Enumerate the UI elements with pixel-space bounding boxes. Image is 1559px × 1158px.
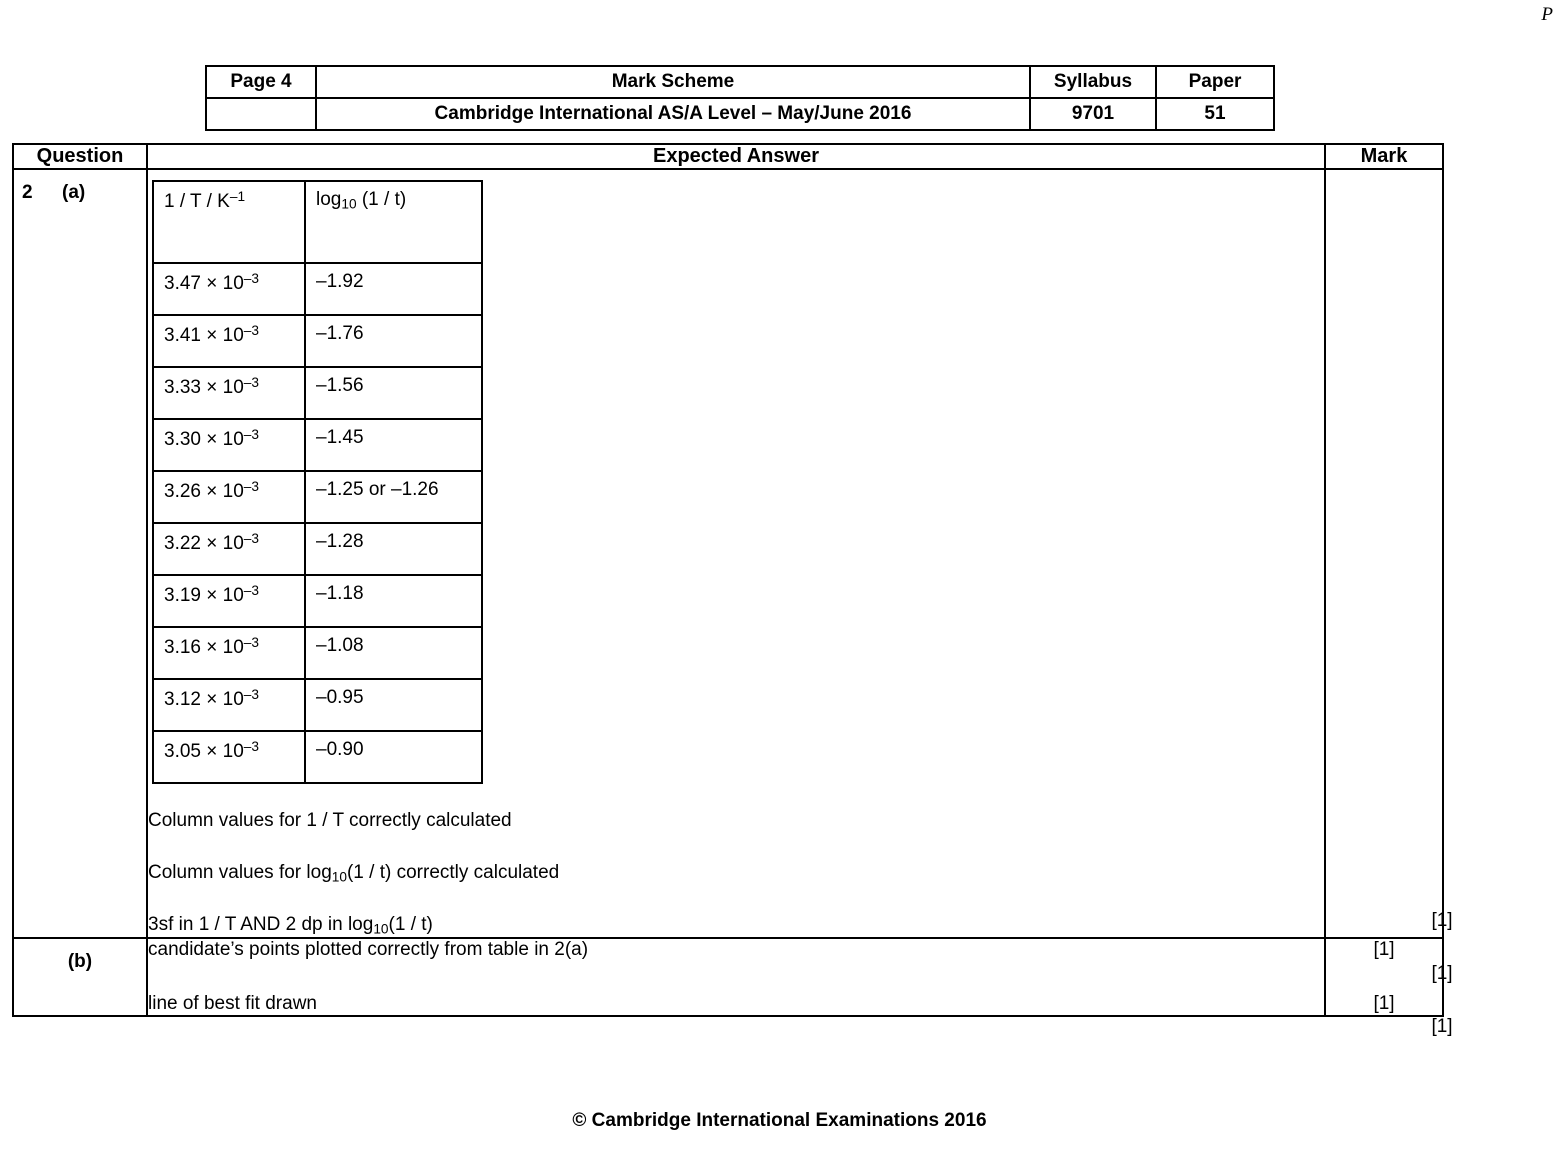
data-col1-header bbox=[153, 181, 305, 263]
b-note-line-2: line of best fit drawn bbox=[148, 992, 317, 1014]
cell-inv-t-value: 3.12 × 10 bbox=[164, 689, 244, 711]
note-line-2-sub: 10 bbox=[331, 869, 347, 885]
cell-inv-t bbox=[153, 523, 305, 575]
cell-log: –0.90 bbox=[305, 731, 482, 783]
cell-inv-t bbox=[153, 367, 305, 419]
data-table-row bbox=[153, 367, 482, 419]
cell-log: –1.92 bbox=[305, 263, 482, 315]
mark-scheme-table bbox=[12, 143, 1453, 1037]
cell-inv-t bbox=[153, 627, 305, 679]
results-data-table bbox=[152, 180, 483, 784]
cell-inv-t-exp: –3 bbox=[243, 583, 259, 598]
cell-log: –1.28 bbox=[305, 523, 482, 575]
cell-inv-t-exp: –3 bbox=[243, 531, 259, 546]
data-table-row bbox=[153, 419, 482, 471]
header-page-label: Page 4 bbox=[206, 66, 316, 98]
data-table-row bbox=[153, 731, 482, 783]
cell-inv-t-exp: –3 bbox=[243, 479, 259, 494]
note-line-3-after: (1 / t) bbox=[388, 914, 433, 936]
header-syllabus-label: Syllabus bbox=[1030, 66, 1156, 98]
data-table-row bbox=[153, 315, 482, 367]
b-note-line-1: candidate’s points plotted correctly from table in 2(a) bbox=[148, 938, 589, 960]
question-label-2b bbox=[13, 938, 147, 1016]
cell-inv-t-value: 3.33 × 10 bbox=[164, 377, 244, 399]
cell-inv-t-exp: –3 bbox=[243, 271, 259, 286]
question-part-b: (b) bbox=[67, 950, 93, 972]
cell-inv-t-value: 3.16 × 10 bbox=[164, 637, 244, 659]
question-part-a: (a) bbox=[62, 182, 86, 203]
data-table-row bbox=[153, 471, 482, 523]
cell-log: –1.18 bbox=[305, 575, 482, 627]
page-footer: © Cambridge International Examinations 2016 bbox=[572, 1110, 987, 1131]
cell-inv-t bbox=[153, 471, 305, 523]
table-row bbox=[13, 938, 1443, 1016]
data-col2-header-suffix: (1 / t) bbox=[356, 189, 407, 210]
cell-inv-t-exp: –3 bbox=[243, 739, 259, 754]
header-paper-value: 51 bbox=[1156, 98, 1274, 130]
header-row-2 bbox=[206, 98, 1274, 130]
data-col1-header-sup: –1 bbox=[229, 189, 246, 204]
cell-inv-t-value: 3.30 × 10 bbox=[164, 429, 244, 451]
note-line-2-after: (1 / t) correctly calculated bbox=[346, 862, 560, 883]
cell-log: –1.76 bbox=[305, 315, 482, 367]
mark-value: [1] bbox=[1373, 938, 1395, 960]
cell-inv-t-exp: –3 bbox=[243, 635, 259, 650]
marking-notes-2a bbox=[148, 810, 1324, 937]
data-col2-header-sub: 10 bbox=[341, 196, 357, 212]
table-row bbox=[13, 169, 1443, 938]
column-header-mark: Mark bbox=[1325, 144, 1443, 169]
cell-inv-t bbox=[153, 575, 305, 627]
cell-inv-t-exp: –3 bbox=[243, 323, 259, 338]
header-row-1 bbox=[206, 66, 1274, 98]
header-exam-line: Cambridge International AS/A Level – May/June 2016 bbox=[316, 98, 1030, 130]
data-col2-header bbox=[305, 181, 482, 263]
data-table-row bbox=[153, 263, 482, 315]
mark-value: [1] bbox=[1431, 1016, 1453, 1037]
answer-cell-2b bbox=[147, 938, 1325, 1016]
cell-log: –1.25 or –1.26 bbox=[305, 471, 482, 523]
cell-inv-t bbox=[153, 419, 305, 471]
mark-value: [1] bbox=[1431, 910, 1453, 931]
cell-inv-t-value: 3.22 × 10 bbox=[164, 533, 244, 555]
note-line-2 bbox=[148, 862, 1324, 884]
corner-mark: P bbox=[1541, 4, 1553, 25]
cell-inv-t-value: 3.26 × 10 bbox=[164, 481, 244, 503]
data-table-row bbox=[153, 627, 482, 679]
note-line-3-sub: 10 bbox=[373, 921, 389, 937]
mark-cell-2a bbox=[1325, 169, 1453, 1037]
cell-inv-t bbox=[153, 315, 305, 367]
cell-inv-t-value: 3.19 × 10 bbox=[164, 585, 244, 607]
cell-log: –1.08 bbox=[305, 627, 482, 679]
data-table-header-row bbox=[153, 181, 482, 263]
header-doc-title: Mark Scheme bbox=[316, 66, 1030, 98]
data-table-row bbox=[153, 679, 482, 731]
cell-log: –1.56 bbox=[305, 367, 482, 419]
note-line-3-before: 3sf in 1 / T AND 2 dp in log bbox=[148, 914, 374, 936]
table-header-row bbox=[13, 144, 1443, 169]
header-table bbox=[205, 65, 1275, 131]
data-table-row bbox=[153, 523, 482, 575]
cell-log: –0.95 bbox=[305, 679, 482, 731]
question-number: 2 bbox=[22, 182, 33, 203]
note-line-3 bbox=[148, 914, 1324, 936]
header-syllabus-value: 9701 bbox=[1030, 98, 1156, 130]
column-header-expected-answer: Expected Answer bbox=[147, 144, 1325, 169]
note-line-2-before: Column values for log bbox=[148, 862, 332, 883]
header-empty-cell bbox=[206, 98, 316, 130]
cell-inv-t-exp: –3 bbox=[243, 427, 259, 442]
mark-value: [1] bbox=[1431, 963, 1453, 984]
column-header-question: Question bbox=[13, 144, 147, 169]
question-label-2a bbox=[13, 169, 147, 938]
data-col2-header-prefix: log bbox=[316, 189, 342, 210]
data-table-row bbox=[153, 575, 482, 627]
cell-inv-t bbox=[153, 731, 305, 783]
data-col1-header-text: 1 / T / K bbox=[164, 191, 230, 213]
cell-inv-t-value: 3.05 × 10 bbox=[164, 741, 244, 763]
answer-cell-2a bbox=[147, 169, 1325, 938]
mark-value: [1] bbox=[1373, 992, 1395, 1014]
cell-inv-t bbox=[153, 679, 305, 731]
cell-log: –1.45 bbox=[305, 419, 482, 471]
cell-inv-t-value: 3.47 × 10 bbox=[164, 273, 244, 295]
mark-cell-2b bbox=[1325, 938, 1443, 1016]
cell-inv-t-value: 3.41 × 10 bbox=[164, 325, 244, 347]
cell-inv-t bbox=[153, 263, 305, 315]
cell-inv-t-exp: –3 bbox=[243, 375, 259, 390]
cell-inv-t-exp: –3 bbox=[243, 687, 259, 702]
note-line-1: Column values for 1 / T correctly calculated bbox=[148, 810, 512, 831]
header-paper-label: Paper bbox=[1156, 66, 1274, 98]
